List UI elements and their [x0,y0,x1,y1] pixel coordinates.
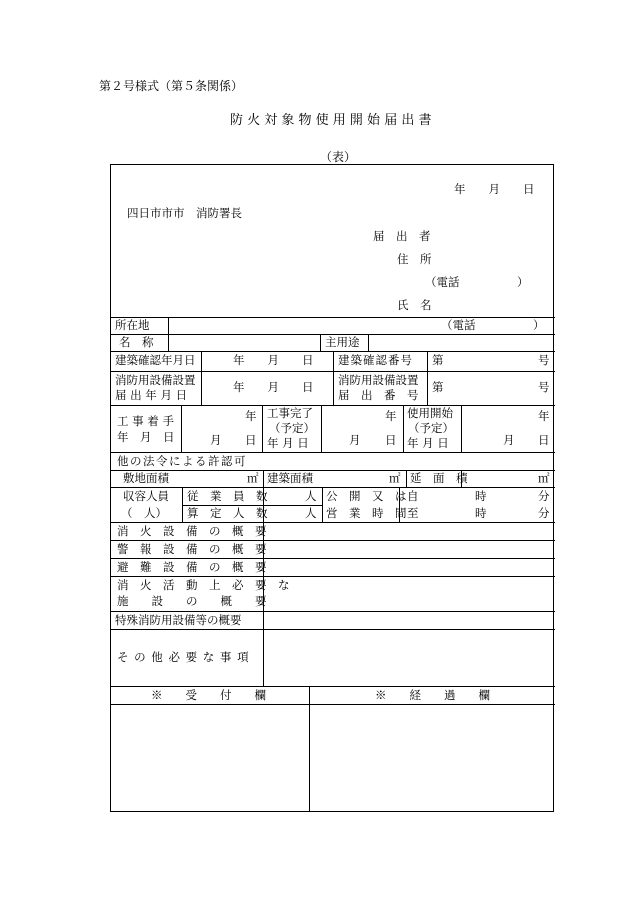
hours-from: 自 [407,489,419,503]
site-area-label: 敷地面積 [123,471,169,485]
firefight-label-2: 施 設 の 概 要 [117,594,267,608]
hours-label-2: 営 業 時 間 [326,506,407,520]
floor-area-unit: ㎡ [538,471,550,485]
construction-done-label-2: （予定） [269,421,315,435]
building-confirm-no-suffix: 号 [538,353,550,367]
evac-label: 避 難 設 備 の 概 要 [117,560,267,574]
reception-label: ※ 受 付 欄 [151,688,266,702]
form-number: 第２号様式（第５条関係） [99,79,244,93]
staff-count-unit: 人 [305,489,317,503]
use-start-label-2: （予定） [408,421,454,435]
calc-count-label: 算 定 人 数 [187,506,268,520]
permit-label: 他の法令による許認可 [117,454,247,468]
application-form [110,164,554,812]
use-start-label-3: 年 月 日 [407,436,449,450]
fire-equip-date: 年 月 日 [233,380,314,394]
calc-count-unit: 人 [305,506,317,520]
use-start-year: 年 [538,409,550,423]
form-title: 防 火 対 象 物 使 用 開 始 届 出 書 [230,113,432,128]
firefight-label-1: 消 火 活 動 上 必 要 な [117,578,290,592]
construction-done-label-1: 工事完了 [267,406,313,420]
fire-equip-no-suffix: 号 [538,380,550,394]
progress-label: ※ 経 過 欄 [375,688,490,702]
hours-to: 至 [407,506,419,520]
form-side: （表） [320,150,357,164]
construction-done-month: 月 [349,433,361,447]
location-label: 所在地 [115,318,150,332]
use-start-label-1: 使用開始 [407,406,453,420]
alarm-label: 警 報 設 備 の 概 要 [117,542,267,556]
hours-from-minute: 分 [538,489,550,503]
name-label: 氏 名 [397,298,432,312]
fire-equip-no-label-1: 消防用設備設置 [338,373,419,387]
fire-equip-no-label-2: 届 出 番 号 [338,388,419,402]
extinguish-label: 消 火 設 備 の 概 要 [117,524,267,538]
hours-from-hour: 時 [475,489,487,503]
construction-done-day: 日 [385,433,397,447]
building-area-unit: ㎡ [389,471,401,485]
construction-start-day: 日 [245,433,257,447]
hours-to-hour: 時 [475,506,487,520]
main-use-label: 主用途 [325,335,360,349]
notice-date: 年 月 日 [454,182,535,196]
fire-equip-date-label-2: 届 出 年 月 日 [115,388,188,402]
address-label: 住 所 [397,252,432,266]
use-start-month: 月 [503,433,515,447]
notifier-phone: （電話 ） [425,275,529,289]
construction-done-year: 年 [385,409,397,423]
building-area-label: 建築面積 [267,471,313,485]
location-phone: （電話 ） [441,318,545,332]
construction-start-month: 月 [210,433,222,447]
capacity-label-2: （ 人） [121,506,167,520]
building-confirm-no-prefix: 第 [432,353,444,367]
staff-count-label: 従 業 員 数 [187,489,268,503]
floor-area-label: 延 面 積 [410,471,468,485]
building-confirm-no-label: 建築確認番号 [338,353,413,367]
other-label: そ の 他 必 要 な 事 項 [117,650,250,664]
hours-to-minute: 分 [538,506,550,520]
addressee: 四日市市市 消防署長 [127,206,242,220]
fire-equip-no-prefix: 第 [432,380,444,394]
hours-label-1: 公 開 又 は [326,489,407,503]
site-area-unit: ㎡ [247,471,259,485]
building-confirm-date-label: 建築確認年月日 [115,353,196,367]
fire-equip-date-label-1: 消防用設備設置 [115,373,196,387]
construction-start-year: 年 [245,409,257,423]
use-start-day: 日 [538,433,550,447]
building-confirm-date: 年 月 日 [233,353,314,367]
special-label: 特殊消防用設備等の概要 [115,613,242,627]
construction-start-label-2: 年 月 日 [117,430,175,444]
construction-start-label-1: 工 事 着 手 [117,414,174,428]
notifier-label: 届 出 者 [373,229,431,243]
name-row-label: 名 称 [119,335,154,349]
capacity-label-1: 収容人員 [123,489,169,503]
construction-done-label-3: 年 月 日 [267,436,309,450]
